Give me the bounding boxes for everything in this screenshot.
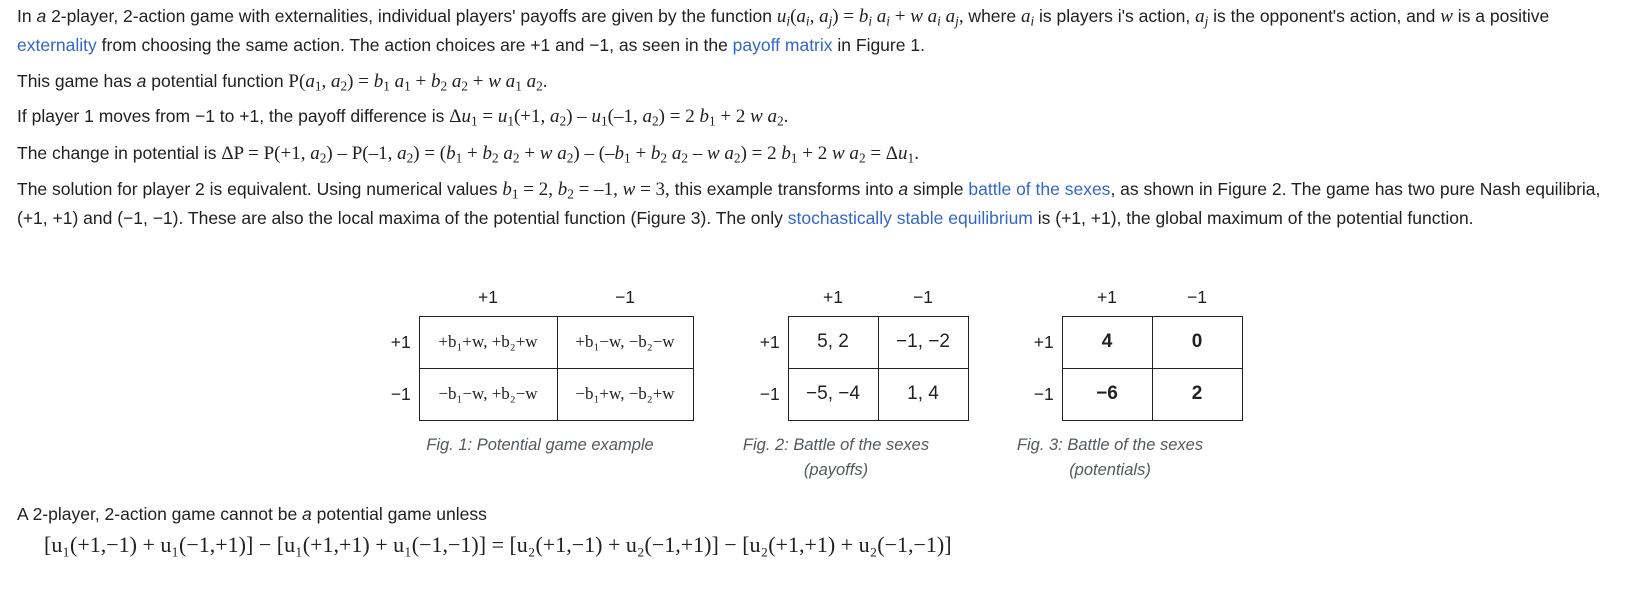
caption-line: Fig. 2: Battle of the sexes	[742, 436, 930, 454]
math-aj: $a_j$	[1195, 6, 1209, 29]
fig3-potential-matrix	[1026, 280, 1243, 421]
condition-equation: [u₁(+1,−1) + u₁(−1,+1)] − [u₁(+1,+1) + u₁(−1,−1)] = [u₂(+1,−1) + u₂(−1,+1)] − [u₂(+1,+1) + u₂(−1,−1)]	[44, 532, 952, 557]
text: a	[898, 179, 909, 199]
text: , as shown in Figure 2. The game has two pure Nash equilibria, (+1, +1) and (−1, −1). These are also the local maxima of the potential function (Figure 3). The only	[17, 179, 1601, 228]
row-header: +1	[759, 331, 780, 352]
text: In	[17, 6, 37, 26]
col-header: +1	[1097, 287, 1117, 308]
col-header: −1	[1187, 287, 1207, 308]
text: This game has	[17, 71, 137, 91]
caption-line: Fig. 3: Battle of the sexes	[1016, 436, 1204, 454]
text: potential game unless	[311, 504, 487, 524]
fig3-caption	[1010, 433, 1210, 483]
link-stochastically-stable-equilibrium[interactable]: stochastically stable equilibrium	[787, 208, 1033, 228]
paragraph-solution	[17, 175, 1622, 233]
text: 2-player, 2-action game with externalities, individual players' payoffs are given by the function	[46, 6, 777, 26]
math-w: w	[1440, 6, 1453, 27]
link-payoff-matrix[interactable]: payoff matrix	[732, 35, 833, 55]
numeric-values-formula: $b_1 = 2$, $b_2 = -1$, w = 3,	[502, 179, 670, 202]
row-header: −1	[1033, 383, 1054, 404]
text: is (+1, +1), the global maximum of the potential function.	[1032, 208, 1474, 228]
matrix-cell: −b₁−w, +b₂−w	[419, 368, 557, 420]
link-battle-of-the-sexes[interactable]: battle of the sexes	[968, 179, 1111, 199]
text: a	[302, 504, 312, 524]
matrix-cell: 2	[1152, 368, 1242, 420]
paragraph-intro	[17, 2, 1622, 60]
col-header: −1	[913, 287, 933, 308]
potential-formula: $P(a_1$, $a_2) = b_1$ $a_1 + b_2$ $a_2 + w$ $a_1$ $a_2$.	[288, 71, 548, 94]
matrix-cell: −5, −4	[788, 368, 878, 420]
matrix-cell: 1, 4	[878, 368, 968, 420]
row-header: +1	[390, 331, 411, 352]
text: If player 1 moves from −1 to +1, the payoff difference is	[17, 106, 450, 126]
text: a	[136, 71, 147, 91]
text: is players i's action,	[1034, 6, 1196, 26]
text: simple	[908, 179, 969, 199]
payoff-diff-formula: $\Delta u_1 = u_1(+1$, $a_2) - u_1(-1$, $a_2) = 2$ $b_1 + 2$ w $a_2$.	[449, 106, 789, 129]
paragraph-potential-change	[17, 139, 1622, 168]
text: A 2-player, 2-action game cannot be	[17, 504, 303, 524]
payoff-formula: $u_i(a_i$, $a_j) = b_i$ $a_i + w$ $a_i$ $a_j$,	[776, 6, 964, 29]
fig2-caption	[736, 433, 936, 483]
text: where	[963, 6, 1021, 26]
matrix-cell: 4	[1062, 316, 1152, 368]
col-header: +1	[823, 287, 843, 308]
row-header: +1	[1033, 331, 1054, 352]
col-header: +1	[478, 287, 498, 308]
matrix-cell: −b₁+w, −b₂+w	[557, 368, 693, 420]
paragraph-payoff-diff	[17, 102, 1622, 131]
text: potential function	[146, 71, 289, 91]
text: a	[36, 6, 47, 26]
row-header: −1	[390, 383, 411, 404]
paragraph-potential	[17, 67, 1622, 96]
text: The change in potential is	[17, 143, 222, 163]
row-header: −1	[759, 383, 780, 404]
col-header: −1	[615, 287, 635, 308]
text: from choosing the same action. The action choices are +1 and −1, as seen in the	[96, 35, 733, 55]
paragraph-condition	[17, 500, 1622, 529]
matrix-cell: 0	[1152, 316, 1242, 368]
caption-line: (potentials)	[1069, 461, 1151, 479]
matrix-cell: +b₁+w, +b₂+w	[419, 316, 557, 368]
text: is the opponent's action, and	[1208, 6, 1441, 26]
text: this example transforms into	[669, 179, 899, 199]
link-externality[interactable]: externality	[17, 35, 97, 55]
matrix-cell: +b₁−w, −b₂−w	[557, 316, 693, 368]
fig1-payoff-matrix	[383, 280, 694, 421]
potential-change-formula: ΔP = P(+1, $a_2) - P(-1$, $a_2) = (b_1 + b_2$ $a_2 + w$ $a_2) - (-b_1 + b_2$ $a_2$ – w $a_2) = 2$ $b_1 + 2$ w $a_2 = \Delta u_1$.	[221, 143, 919, 166]
matrix-cell: 5, 2	[788, 316, 878, 368]
matrix-cell: −6	[1062, 368, 1152, 420]
fig1-caption: Fig. 1: Potential game example	[426, 436, 654, 454]
text: in Figure 1.	[832, 35, 925, 55]
matrix-cell: −1, −2	[878, 316, 968, 368]
math-ai: $a_i$	[1020, 6, 1035, 29]
fig2-payoff-matrix	[752, 280, 969, 421]
text: The solution for player 2 is equivalent. Using numerical values	[17, 179, 503, 199]
caption-line: (payoffs)	[803, 461, 869, 479]
text: is a positive	[1452, 6, 1550, 26]
